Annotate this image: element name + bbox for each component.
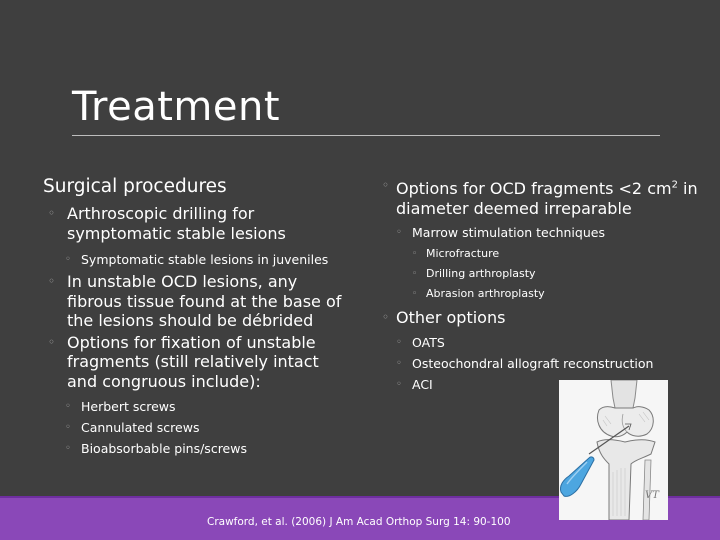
list-item-text: ACI bbox=[412, 376, 433, 392]
list-item-text: OATS bbox=[412, 334, 445, 350]
bullet-icon: ◦ bbox=[65, 422, 71, 433]
bullet-icon: ◦ bbox=[65, 443, 71, 454]
title-divider bbox=[72, 135, 660, 136]
bullet-icon: ◦ bbox=[396, 378, 402, 390]
list-item-text: Herbert screws bbox=[81, 399, 176, 414]
left-heading: Surgical procedures bbox=[43, 176, 227, 197]
list-item bbox=[43, 272, 353, 331]
list-item bbox=[43, 333, 353, 392]
bullet-icon: ◦ bbox=[412, 249, 418, 260]
bullet-icon: ◦ bbox=[65, 254, 71, 265]
list-item bbox=[382, 176, 702, 218]
bullet-icon: ◦ bbox=[48, 206, 56, 220]
bullet-icon: ◦ bbox=[382, 310, 390, 325]
list-item bbox=[382, 224, 702, 242]
list-item bbox=[43, 396, 353, 417]
bullet-icon: ◦ bbox=[396, 357, 402, 369]
list-item bbox=[382, 244, 702, 264]
slide-title: Treatment bbox=[72, 84, 281, 130]
citation: Crawford, et al. (2006) J Am Acad Orthop Surg 14: 90-100 bbox=[207, 516, 511, 528]
right-column bbox=[382, 176, 702, 395]
list-item-text: Cannulated screws bbox=[81, 420, 200, 435]
list-item-text: Symptomatic stable lesions in juveniles bbox=[81, 252, 329, 267]
list-item bbox=[43, 438, 353, 459]
list-item bbox=[382, 264, 702, 284]
bullet-icon: ◦ bbox=[382, 178, 390, 192]
list-item-text: Marrow stimulation techniques bbox=[412, 225, 605, 241]
list-item-text: Osteochondral allograft reconstruction bbox=[412, 355, 654, 371]
list-item bbox=[382, 353, 702, 374]
list-item bbox=[43, 204, 353, 243]
bullet-icon: ◦ bbox=[412, 269, 418, 280]
list-item-text: Abrasion arthroplasty bbox=[426, 287, 545, 301]
other-options-heading: Other options bbox=[396, 308, 506, 328]
knee-drilling-illustration-icon bbox=[559, 380, 668, 520]
list-item bbox=[43, 417, 353, 438]
bullet-icon: ◦ bbox=[396, 227, 402, 239]
list-item-text: Drilling arthroplasty bbox=[426, 267, 536, 281]
svg-text:VT: VT bbox=[645, 490, 659, 501]
bullet-icon: ◦ bbox=[65, 401, 71, 412]
left-column bbox=[43, 176, 353, 459]
list-item-text: Bioabsorbable pins/screws bbox=[81, 441, 247, 456]
list-item bbox=[43, 249, 353, 270]
list-item-text: Options for fixation of unstable fragments (still relatively intact and congruous include): bbox=[67, 332, 319, 391]
bullet-icon: ◦ bbox=[412, 289, 418, 300]
bullet-icon: ◦ bbox=[396, 336, 402, 348]
list-item bbox=[382, 308, 702, 328]
list-item bbox=[382, 284, 702, 304]
list-item bbox=[382, 332, 702, 353]
list-item-text: Arthroscopic drilling for symptomatic stable lesions bbox=[67, 204, 286, 243]
list-item-text: In unstable OCD lesions, any fibrous tissue found at the base of the lesions should be débrided bbox=[67, 272, 342, 330]
options-heading: Options for OCD fragments <2 $cm^2$ in diameter deemed irreparable bbox=[396, 179, 698, 218]
list-item-text: Microfracture bbox=[426, 247, 500, 261]
bullet-icon: ◦ bbox=[48, 274, 56, 288]
bullet-icon: ◦ bbox=[48, 334, 56, 349]
